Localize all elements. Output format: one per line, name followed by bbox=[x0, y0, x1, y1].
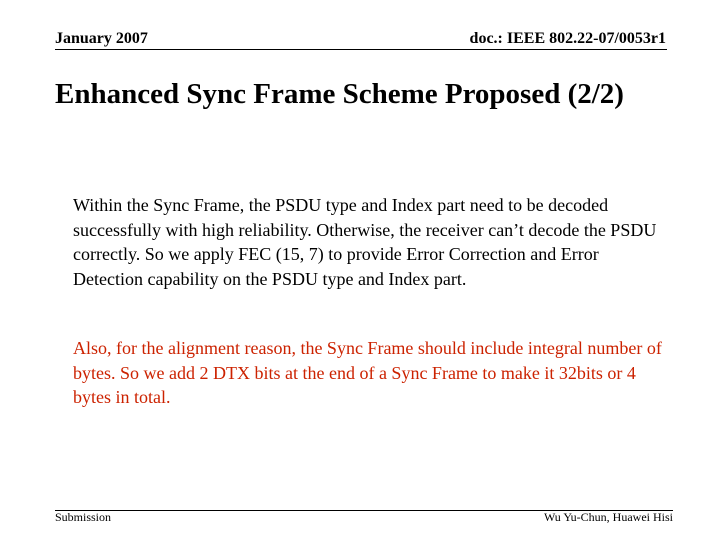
header-date: January 2007 bbox=[55, 30, 148, 47]
footer-author: Wu Yu-Chun, Huawei Hisi bbox=[543, 510, 673, 524]
header-divider bbox=[55, 49, 667, 50]
body-paragraph-alignment: Also, for the alignment reason, the Sync Frame should include integral number of bytes. So we add 2 DTX bits at the end of a Sync Frame to make it 32bits or 4 bytes in total. bbox=[73, 338, 662, 407]
header-doc-id: doc.: IEEE 802.22-07/0053r1 bbox=[469, 30, 666, 47]
body-paragraph-fec: Within the Sync Frame, the PSDU type and Index part need to be decoded successfully with high reliability. Otherwise, the receiver can’t decode the PSDU correctly. So we apply FEC (15, 7) to provide Error Correction and Error Detection capability on the PSDU type and Index part. bbox=[73, 195, 657, 289]
footer-submission: Submission bbox=[55, 510, 112, 524]
slide-title: Enhanced Sync Frame Scheme Proposed (2/2) bbox=[55, 78, 624, 110]
